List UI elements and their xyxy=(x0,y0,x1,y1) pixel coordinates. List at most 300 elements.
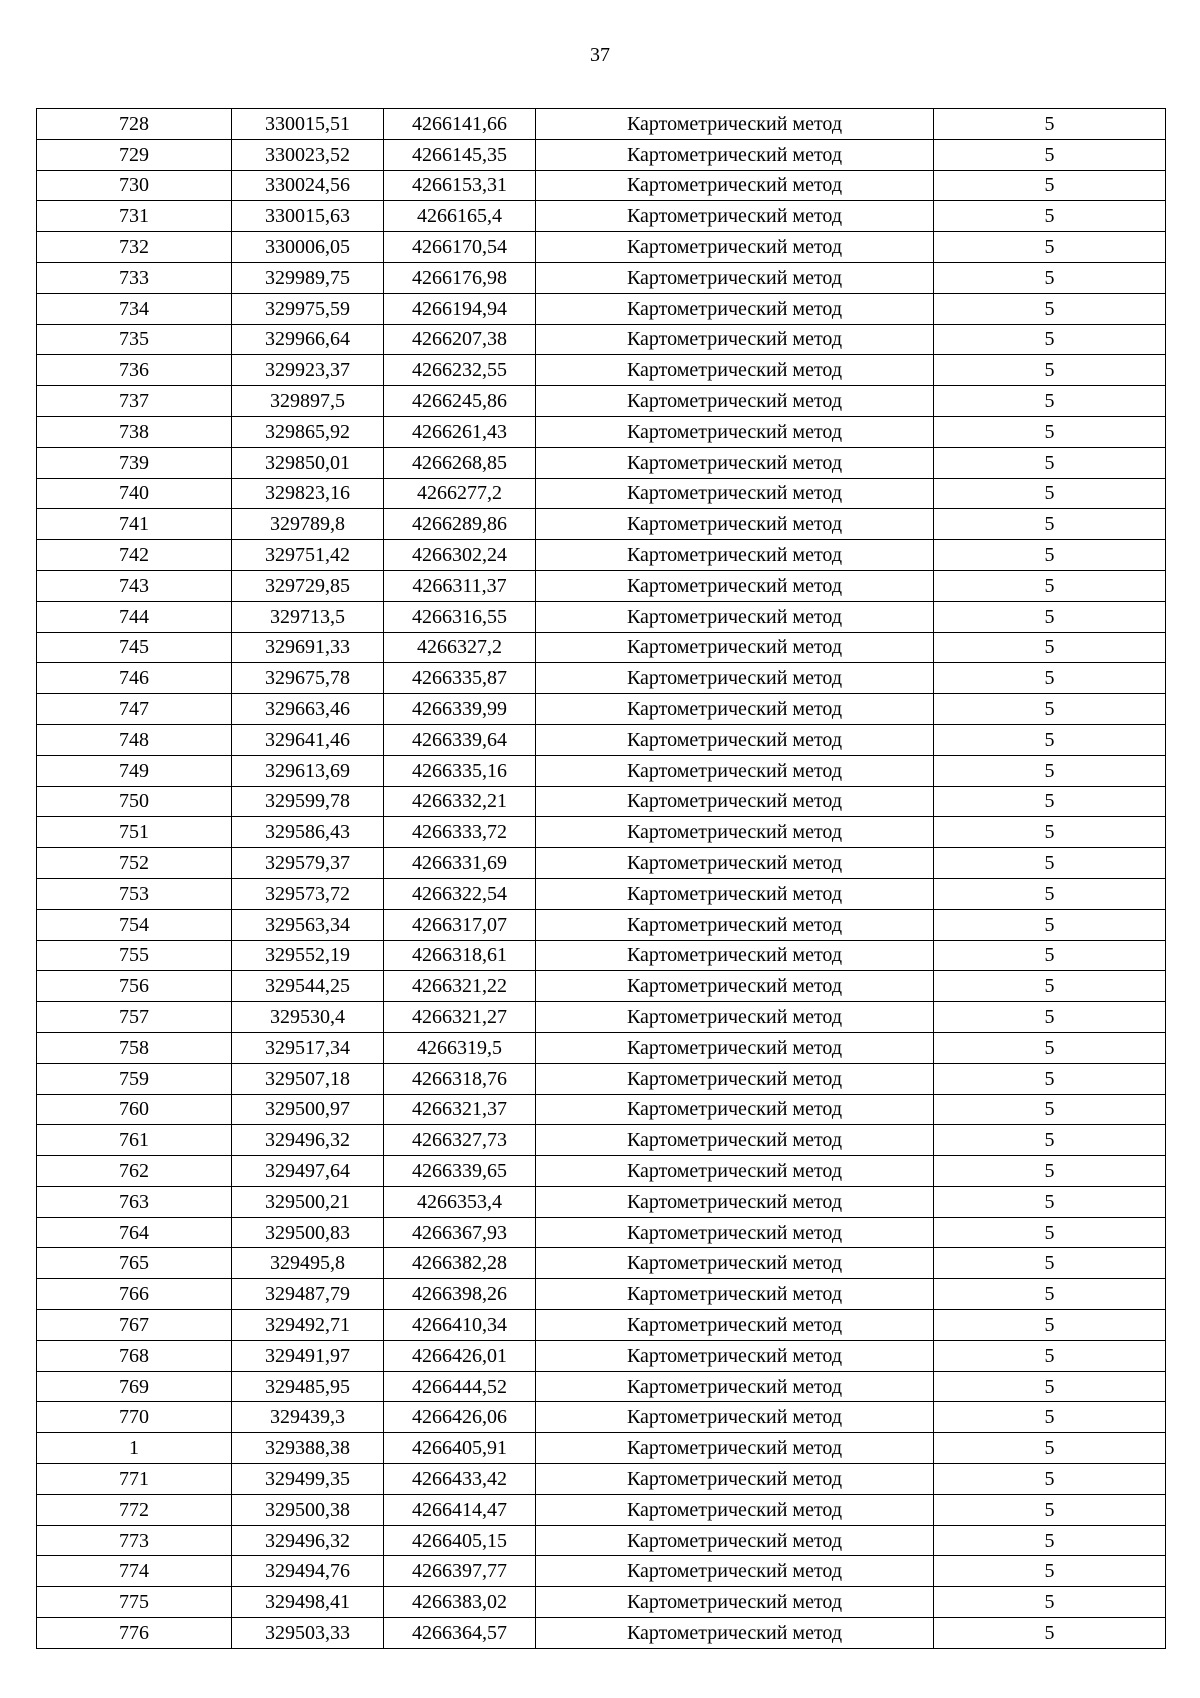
x-coordinate-cell: 329517,34 xyxy=(232,1032,384,1063)
accuracy-cell: 5 xyxy=(934,232,1166,263)
method-cell: Картометрический метод xyxy=(536,1464,934,1495)
table-row xyxy=(37,1433,1166,1464)
x-coordinate-cell: 329544,25 xyxy=(232,971,384,1002)
y-coordinate-cell: 4266317,07 xyxy=(384,909,536,940)
point-number-cell: 761 xyxy=(37,1125,232,1156)
method-cell: Картометрический метод xyxy=(536,139,934,170)
accuracy-cell: 5 xyxy=(934,355,1166,386)
y-coordinate-cell: 4266311,37 xyxy=(384,570,536,601)
table-row xyxy=(37,1464,1166,1495)
table-row xyxy=(37,1032,1166,1063)
accuracy-cell: 5 xyxy=(934,1156,1166,1187)
y-coordinate-cell: 4266176,98 xyxy=(384,262,536,293)
point-number-cell: 744 xyxy=(37,601,232,632)
point-number-cell: 762 xyxy=(37,1156,232,1187)
point-number-cell: 760 xyxy=(37,1094,232,1125)
table-row xyxy=(37,509,1166,540)
accuracy-cell: 5 xyxy=(934,1217,1166,1248)
accuracy-cell: 5 xyxy=(934,416,1166,447)
accuracy-cell: 5 xyxy=(934,570,1166,601)
point-number-cell: 763 xyxy=(37,1186,232,1217)
table-row xyxy=(37,1587,1166,1618)
y-coordinate-cell: 4266426,01 xyxy=(384,1340,536,1371)
x-coordinate-cell: 329865,92 xyxy=(232,416,384,447)
method-cell: Картометрический метод xyxy=(536,1402,934,1433)
method-cell: Картометрический метод xyxy=(536,201,934,232)
point-number-cell: 774 xyxy=(37,1556,232,1587)
point-number-cell: 772 xyxy=(37,1494,232,1525)
x-coordinate-cell: 330015,63 xyxy=(232,201,384,232)
method-cell: Картометрический метод xyxy=(536,1248,934,1279)
y-coordinate-cell: 4266322,54 xyxy=(384,878,536,909)
accuracy-cell: 5 xyxy=(934,540,1166,571)
point-number-cell: 769 xyxy=(37,1371,232,1402)
table-row xyxy=(37,1310,1166,1341)
x-coordinate-cell: 329613,69 xyxy=(232,755,384,786)
y-coordinate-cell: 4266332,21 xyxy=(384,786,536,817)
y-coordinate-cell: 4266405,91 xyxy=(384,1433,536,1464)
accuracy-cell: 5 xyxy=(934,940,1166,971)
accuracy-cell: 5 xyxy=(934,1494,1166,1525)
y-coordinate-cell: 4266318,76 xyxy=(384,1063,536,1094)
y-coordinate-cell: 4266165,4 xyxy=(384,201,536,232)
x-coordinate-cell: 329975,59 xyxy=(232,293,384,324)
table-row xyxy=(37,1618,1166,1649)
table-row xyxy=(37,1556,1166,1587)
x-coordinate-cell: 329989,75 xyxy=(232,262,384,293)
accuracy-cell: 5 xyxy=(934,601,1166,632)
y-coordinate-cell: 4266414,47 xyxy=(384,1494,536,1525)
method-cell: Картометрический метод xyxy=(536,232,934,263)
point-number-cell: 743 xyxy=(37,570,232,601)
table-row xyxy=(37,632,1166,663)
y-coordinate-cell: 4266302,24 xyxy=(384,540,536,571)
accuracy-cell: 5 xyxy=(934,1186,1166,1217)
accuracy-cell: 5 xyxy=(934,1310,1166,1341)
y-coordinate-cell: 4266318,61 xyxy=(384,940,536,971)
method-cell: Картометрический метод xyxy=(536,109,934,140)
method-cell: Картометрический метод xyxy=(536,478,934,509)
table-row xyxy=(37,139,1166,170)
x-coordinate-cell: 329586,43 xyxy=(232,817,384,848)
method-cell: Картометрический метод xyxy=(536,1094,934,1125)
accuracy-cell: 5 xyxy=(934,447,1166,478)
point-number-cell: 755 xyxy=(37,940,232,971)
method-cell: Картометрический метод xyxy=(536,324,934,355)
point-number-cell: 759 xyxy=(37,1063,232,1094)
y-coordinate-cell: 4266433,42 xyxy=(384,1464,536,1495)
method-cell: Картометрический метод xyxy=(536,447,934,478)
point-number-cell: 773 xyxy=(37,1525,232,1556)
point-number-cell: 730 xyxy=(37,170,232,201)
y-coordinate-cell: 4266383,02 xyxy=(384,1587,536,1618)
point-number-cell: 737 xyxy=(37,386,232,417)
table-row xyxy=(37,724,1166,755)
table-row xyxy=(37,971,1166,1002)
point-number-cell: 729 xyxy=(37,139,232,170)
x-coordinate-cell: 330023,52 xyxy=(232,139,384,170)
point-number-cell: 728 xyxy=(37,109,232,140)
x-coordinate-cell: 329563,34 xyxy=(232,909,384,940)
method-cell: Картометрический метод xyxy=(536,170,934,201)
method-cell: Картометрический метод xyxy=(536,293,934,324)
table-row xyxy=(37,1248,1166,1279)
y-coordinate-cell: 4266245,86 xyxy=(384,386,536,417)
point-number-cell: 766 xyxy=(37,1279,232,1310)
method-cell: Картометрический метод xyxy=(536,1525,934,1556)
method-cell: Картометрический метод xyxy=(536,694,934,725)
x-coordinate-cell: 329498,41 xyxy=(232,1587,384,1618)
y-coordinate-cell: 4266277,2 xyxy=(384,478,536,509)
method-cell: Картометрический метод xyxy=(536,878,934,909)
x-coordinate-cell: 329494,76 xyxy=(232,1556,384,1587)
y-coordinate-cell: 4266397,77 xyxy=(384,1556,536,1587)
x-coordinate-cell: 330006,05 xyxy=(232,232,384,263)
point-number-cell: 746 xyxy=(37,663,232,694)
y-coordinate-cell: 4266232,55 xyxy=(384,355,536,386)
table-row xyxy=(37,1371,1166,1402)
point-number-cell: 750 xyxy=(37,786,232,817)
accuracy-cell: 5 xyxy=(934,694,1166,725)
accuracy-cell: 5 xyxy=(934,1279,1166,1310)
table-row xyxy=(37,878,1166,909)
y-coordinate-cell: 4266261,43 xyxy=(384,416,536,447)
accuracy-cell: 5 xyxy=(934,1618,1166,1649)
table-row xyxy=(37,1063,1166,1094)
accuracy-cell: 5 xyxy=(934,1525,1166,1556)
accuracy-cell: 5 xyxy=(934,1125,1166,1156)
point-number-cell: 757 xyxy=(37,1002,232,1033)
table-row xyxy=(37,848,1166,879)
point-number-cell: 751 xyxy=(37,817,232,848)
x-coordinate-cell: 329751,42 xyxy=(232,540,384,571)
point-number-cell: 771 xyxy=(37,1464,232,1495)
x-coordinate-cell: 329487,79 xyxy=(232,1279,384,1310)
y-coordinate-cell: 4266145,35 xyxy=(384,139,536,170)
x-coordinate-cell: 329503,33 xyxy=(232,1618,384,1649)
point-number-cell: 1 xyxy=(37,1433,232,1464)
table-row xyxy=(37,232,1166,263)
method-cell: Картометрический метод xyxy=(536,1125,934,1156)
y-coordinate-cell: 4266331,69 xyxy=(384,848,536,879)
method-cell: Картометрический метод xyxy=(536,1556,934,1587)
accuracy-cell: 5 xyxy=(934,1402,1166,1433)
method-cell: Картометрический метод xyxy=(536,1217,934,1248)
x-coordinate-cell: 329500,38 xyxy=(232,1494,384,1525)
accuracy-cell: 5 xyxy=(934,632,1166,663)
page-number: 37 xyxy=(590,44,610,66)
accuracy-cell: 5 xyxy=(934,1248,1166,1279)
point-number-cell: 776 xyxy=(37,1618,232,1649)
y-coordinate-cell: 4266444,52 xyxy=(384,1371,536,1402)
y-coordinate-cell: 4266339,99 xyxy=(384,694,536,725)
accuracy-cell: 5 xyxy=(934,1340,1166,1371)
method-cell: Картометрический метод xyxy=(536,416,934,447)
y-coordinate-cell: 4266353,4 xyxy=(384,1186,536,1217)
y-coordinate-cell: 4266335,87 xyxy=(384,663,536,694)
accuracy-cell: 5 xyxy=(934,1032,1166,1063)
x-coordinate-cell: 329641,46 xyxy=(232,724,384,755)
x-coordinate-cell: 329789,8 xyxy=(232,509,384,540)
accuracy-cell: 5 xyxy=(934,1464,1166,1495)
table-row xyxy=(37,1094,1166,1125)
method-cell: Картометрический метод xyxy=(536,848,934,879)
point-number-cell: 754 xyxy=(37,909,232,940)
x-coordinate-cell: 329500,83 xyxy=(232,1217,384,1248)
accuracy-cell: 5 xyxy=(934,1002,1166,1033)
x-coordinate-cell: 329388,38 xyxy=(232,1433,384,1464)
point-number-cell: 736 xyxy=(37,355,232,386)
method-cell: Картометрический метод xyxy=(536,632,934,663)
x-coordinate-cell: 329897,5 xyxy=(232,386,384,417)
y-coordinate-cell: 4266321,22 xyxy=(384,971,536,1002)
x-coordinate-cell: 329500,97 xyxy=(232,1094,384,1125)
method-cell: Картометрический метод xyxy=(536,724,934,755)
point-number-cell: 767 xyxy=(37,1310,232,1341)
accuracy-cell: 5 xyxy=(934,170,1166,201)
table-row xyxy=(37,1002,1166,1033)
x-coordinate-cell: 329573,72 xyxy=(232,878,384,909)
method-cell: Картометрический метод xyxy=(536,1063,934,1094)
point-number-cell: 768 xyxy=(37,1340,232,1371)
table-row xyxy=(37,909,1166,940)
x-coordinate-cell: 329495,8 xyxy=(232,1248,384,1279)
point-number-cell: 731 xyxy=(37,201,232,232)
y-coordinate-cell: 4266398,26 xyxy=(384,1279,536,1310)
table-row xyxy=(37,447,1166,478)
point-number-cell: 752 xyxy=(37,848,232,879)
coordinates-table-body xyxy=(37,109,1166,1649)
x-coordinate-cell: 329439,3 xyxy=(232,1402,384,1433)
method-cell: Картометрический метод xyxy=(536,1494,934,1525)
x-coordinate-cell: 329599,78 xyxy=(232,786,384,817)
method-cell: Картометрический метод xyxy=(536,1156,934,1187)
y-coordinate-cell: 4266194,94 xyxy=(384,293,536,324)
x-coordinate-cell: 329500,21 xyxy=(232,1186,384,1217)
accuracy-cell: 5 xyxy=(934,755,1166,786)
method-cell: Картометрический метод xyxy=(536,570,934,601)
x-coordinate-cell: 329966,64 xyxy=(232,324,384,355)
accuracy-cell: 5 xyxy=(934,324,1166,355)
method-cell: Картометрический метод xyxy=(536,601,934,632)
table-row xyxy=(37,1156,1166,1187)
y-coordinate-cell: 4266268,85 xyxy=(384,447,536,478)
accuracy-cell: 5 xyxy=(934,262,1166,293)
y-coordinate-cell: 4266141,66 xyxy=(384,109,536,140)
table-row xyxy=(37,1494,1166,1525)
point-number-cell: 764 xyxy=(37,1217,232,1248)
method-cell: Картометрический метод xyxy=(536,940,934,971)
method-cell: Картометрический метод xyxy=(536,1371,934,1402)
method-cell: Картометрический метод xyxy=(536,971,934,1002)
x-coordinate-cell: 329499,35 xyxy=(232,1464,384,1495)
x-coordinate-cell: 329850,01 xyxy=(232,447,384,478)
x-coordinate-cell: 330024,56 xyxy=(232,170,384,201)
point-number-cell: 734 xyxy=(37,293,232,324)
table-row xyxy=(37,109,1166,140)
table-row xyxy=(37,170,1166,201)
y-coordinate-cell: 4266364,57 xyxy=(384,1618,536,1649)
accuracy-cell: 5 xyxy=(934,909,1166,940)
table-row xyxy=(37,201,1166,232)
table-row xyxy=(37,478,1166,509)
table-row xyxy=(37,1186,1166,1217)
table-row xyxy=(37,817,1166,848)
x-coordinate-cell: 329497,64 xyxy=(232,1156,384,1187)
y-coordinate-cell: 4266405,15 xyxy=(384,1525,536,1556)
point-number-cell: 758 xyxy=(37,1032,232,1063)
accuracy-cell: 5 xyxy=(934,724,1166,755)
point-number-cell: 775 xyxy=(37,1587,232,1618)
accuracy-cell: 5 xyxy=(934,1371,1166,1402)
point-number-cell: 748 xyxy=(37,724,232,755)
y-coordinate-cell: 4266289,86 xyxy=(384,509,536,540)
y-coordinate-cell: 4266207,38 xyxy=(384,324,536,355)
x-coordinate-cell: 329530,4 xyxy=(232,1002,384,1033)
accuracy-cell: 5 xyxy=(934,1587,1166,1618)
method-cell: Картометрический метод xyxy=(536,786,934,817)
table-row xyxy=(37,1525,1166,1556)
y-coordinate-cell: 4266316,55 xyxy=(384,601,536,632)
table-row xyxy=(37,416,1166,447)
y-coordinate-cell: 4266335,16 xyxy=(384,755,536,786)
method-cell: Картометрический метод xyxy=(536,1587,934,1618)
method-cell: Картометрический метод xyxy=(536,817,934,848)
point-number-cell: 749 xyxy=(37,755,232,786)
table-row xyxy=(37,786,1166,817)
y-coordinate-cell: 4266426,06 xyxy=(384,1402,536,1433)
table-row xyxy=(37,940,1166,971)
table-row xyxy=(37,1402,1166,1433)
point-number-cell: 735 xyxy=(37,324,232,355)
method-cell: Картометрический метод xyxy=(536,509,934,540)
x-coordinate-cell: 329579,37 xyxy=(232,848,384,879)
point-number-cell: 740 xyxy=(37,478,232,509)
x-coordinate-cell: 329923,37 xyxy=(232,355,384,386)
method-cell: Картометрический метод xyxy=(536,386,934,417)
method-cell: Картометрический метод xyxy=(536,1002,934,1033)
x-coordinate-cell: 330015,51 xyxy=(232,109,384,140)
method-cell: Картометрический метод xyxy=(536,755,934,786)
accuracy-cell: 5 xyxy=(934,509,1166,540)
accuracy-cell: 5 xyxy=(934,878,1166,909)
y-coordinate-cell: 4266339,64 xyxy=(384,724,536,755)
y-coordinate-cell: 4266339,65 xyxy=(384,1156,536,1187)
accuracy-cell: 5 xyxy=(934,139,1166,170)
x-coordinate-cell: 329691,33 xyxy=(232,632,384,663)
accuracy-cell: 5 xyxy=(934,786,1166,817)
table-row xyxy=(37,262,1166,293)
accuracy-cell: 5 xyxy=(934,478,1166,509)
x-coordinate-cell: 329496,32 xyxy=(232,1125,384,1156)
accuracy-cell: 5 xyxy=(934,1556,1166,1587)
table-row xyxy=(37,355,1166,386)
point-number-cell: 747 xyxy=(37,694,232,725)
table-row xyxy=(37,1279,1166,1310)
method-cell: Картометрический метод xyxy=(536,1032,934,1063)
x-coordinate-cell: 329675,78 xyxy=(232,663,384,694)
table-row xyxy=(37,601,1166,632)
table-row xyxy=(37,540,1166,571)
accuracy-cell: 5 xyxy=(934,817,1166,848)
y-coordinate-cell: 4266153,31 xyxy=(384,170,536,201)
accuracy-cell: 5 xyxy=(934,1433,1166,1464)
method-cell: Картометрический метод xyxy=(536,355,934,386)
table-row xyxy=(37,663,1166,694)
table-row xyxy=(37,570,1166,601)
y-coordinate-cell: 4266327,2 xyxy=(384,632,536,663)
table-row xyxy=(37,1340,1166,1371)
y-coordinate-cell: 4266321,27 xyxy=(384,1002,536,1033)
point-number-cell: 756 xyxy=(37,971,232,1002)
x-coordinate-cell: 329491,97 xyxy=(232,1340,384,1371)
x-coordinate-cell: 329729,85 xyxy=(232,570,384,601)
point-number-cell: 745 xyxy=(37,632,232,663)
x-coordinate-cell: 329552,19 xyxy=(232,940,384,971)
table-row xyxy=(37,293,1166,324)
accuracy-cell: 5 xyxy=(934,386,1166,417)
y-coordinate-cell: 4266367,93 xyxy=(384,1217,536,1248)
point-number-cell: 733 xyxy=(37,262,232,293)
y-coordinate-cell: 4266327,73 xyxy=(384,1125,536,1156)
method-cell: Картометрический метод xyxy=(536,663,934,694)
table-row xyxy=(37,1125,1166,1156)
x-coordinate-cell: 329492,71 xyxy=(232,1310,384,1341)
x-coordinate-cell: 329485,95 xyxy=(232,1371,384,1402)
y-coordinate-cell: 4266382,28 xyxy=(384,1248,536,1279)
point-number-cell: 741 xyxy=(37,509,232,540)
method-cell: Картометрический метод xyxy=(536,262,934,293)
accuracy-cell: 5 xyxy=(934,201,1166,232)
accuracy-cell: 5 xyxy=(934,663,1166,694)
accuracy-cell: 5 xyxy=(934,109,1166,140)
point-number-cell: 765 xyxy=(37,1248,232,1279)
table-row xyxy=(37,386,1166,417)
method-cell: Картометрический метод xyxy=(536,1340,934,1371)
method-cell: Картометрический метод xyxy=(536,1310,934,1341)
table-row xyxy=(37,755,1166,786)
table-row xyxy=(37,1217,1166,1248)
y-coordinate-cell: 4266319,5 xyxy=(384,1032,536,1063)
method-cell: Картометрический метод xyxy=(536,1433,934,1464)
accuracy-cell: 5 xyxy=(934,1063,1166,1094)
method-cell: Картометрический метод xyxy=(536,909,934,940)
method-cell: Картометрический метод xyxy=(536,1186,934,1217)
accuracy-cell: 5 xyxy=(934,293,1166,324)
accuracy-cell: 5 xyxy=(934,971,1166,1002)
point-number-cell: 753 xyxy=(37,878,232,909)
table-row xyxy=(37,324,1166,355)
method-cell: Картометрический метод xyxy=(536,1279,934,1310)
point-number-cell: 742 xyxy=(37,540,232,571)
coordinates-table xyxy=(36,108,1166,1649)
x-coordinate-cell: 329713,5 xyxy=(232,601,384,632)
method-cell: Картометрический метод xyxy=(536,1618,934,1649)
x-coordinate-cell: 329507,18 xyxy=(232,1063,384,1094)
y-coordinate-cell: 4266410,34 xyxy=(384,1310,536,1341)
point-number-cell: 739 xyxy=(37,447,232,478)
method-cell: Картометрический метод xyxy=(536,540,934,571)
y-coordinate-cell: 4266333,72 xyxy=(384,817,536,848)
y-coordinate-cell: 4266321,37 xyxy=(384,1094,536,1125)
y-coordinate-cell: 4266170,54 xyxy=(384,232,536,263)
x-coordinate-cell: 329823,16 xyxy=(232,478,384,509)
accuracy-cell: 5 xyxy=(934,848,1166,879)
x-coordinate-cell: 329496,32 xyxy=(232,1525,384,1556)
point-number-cell: 738 xyxy=(37,416,232,447)
x-coordinate-cell: 329663,46 xyxy=(232,694,384,725)
point-number-cell: 770 xyxy=(37,1402,232,1433)
